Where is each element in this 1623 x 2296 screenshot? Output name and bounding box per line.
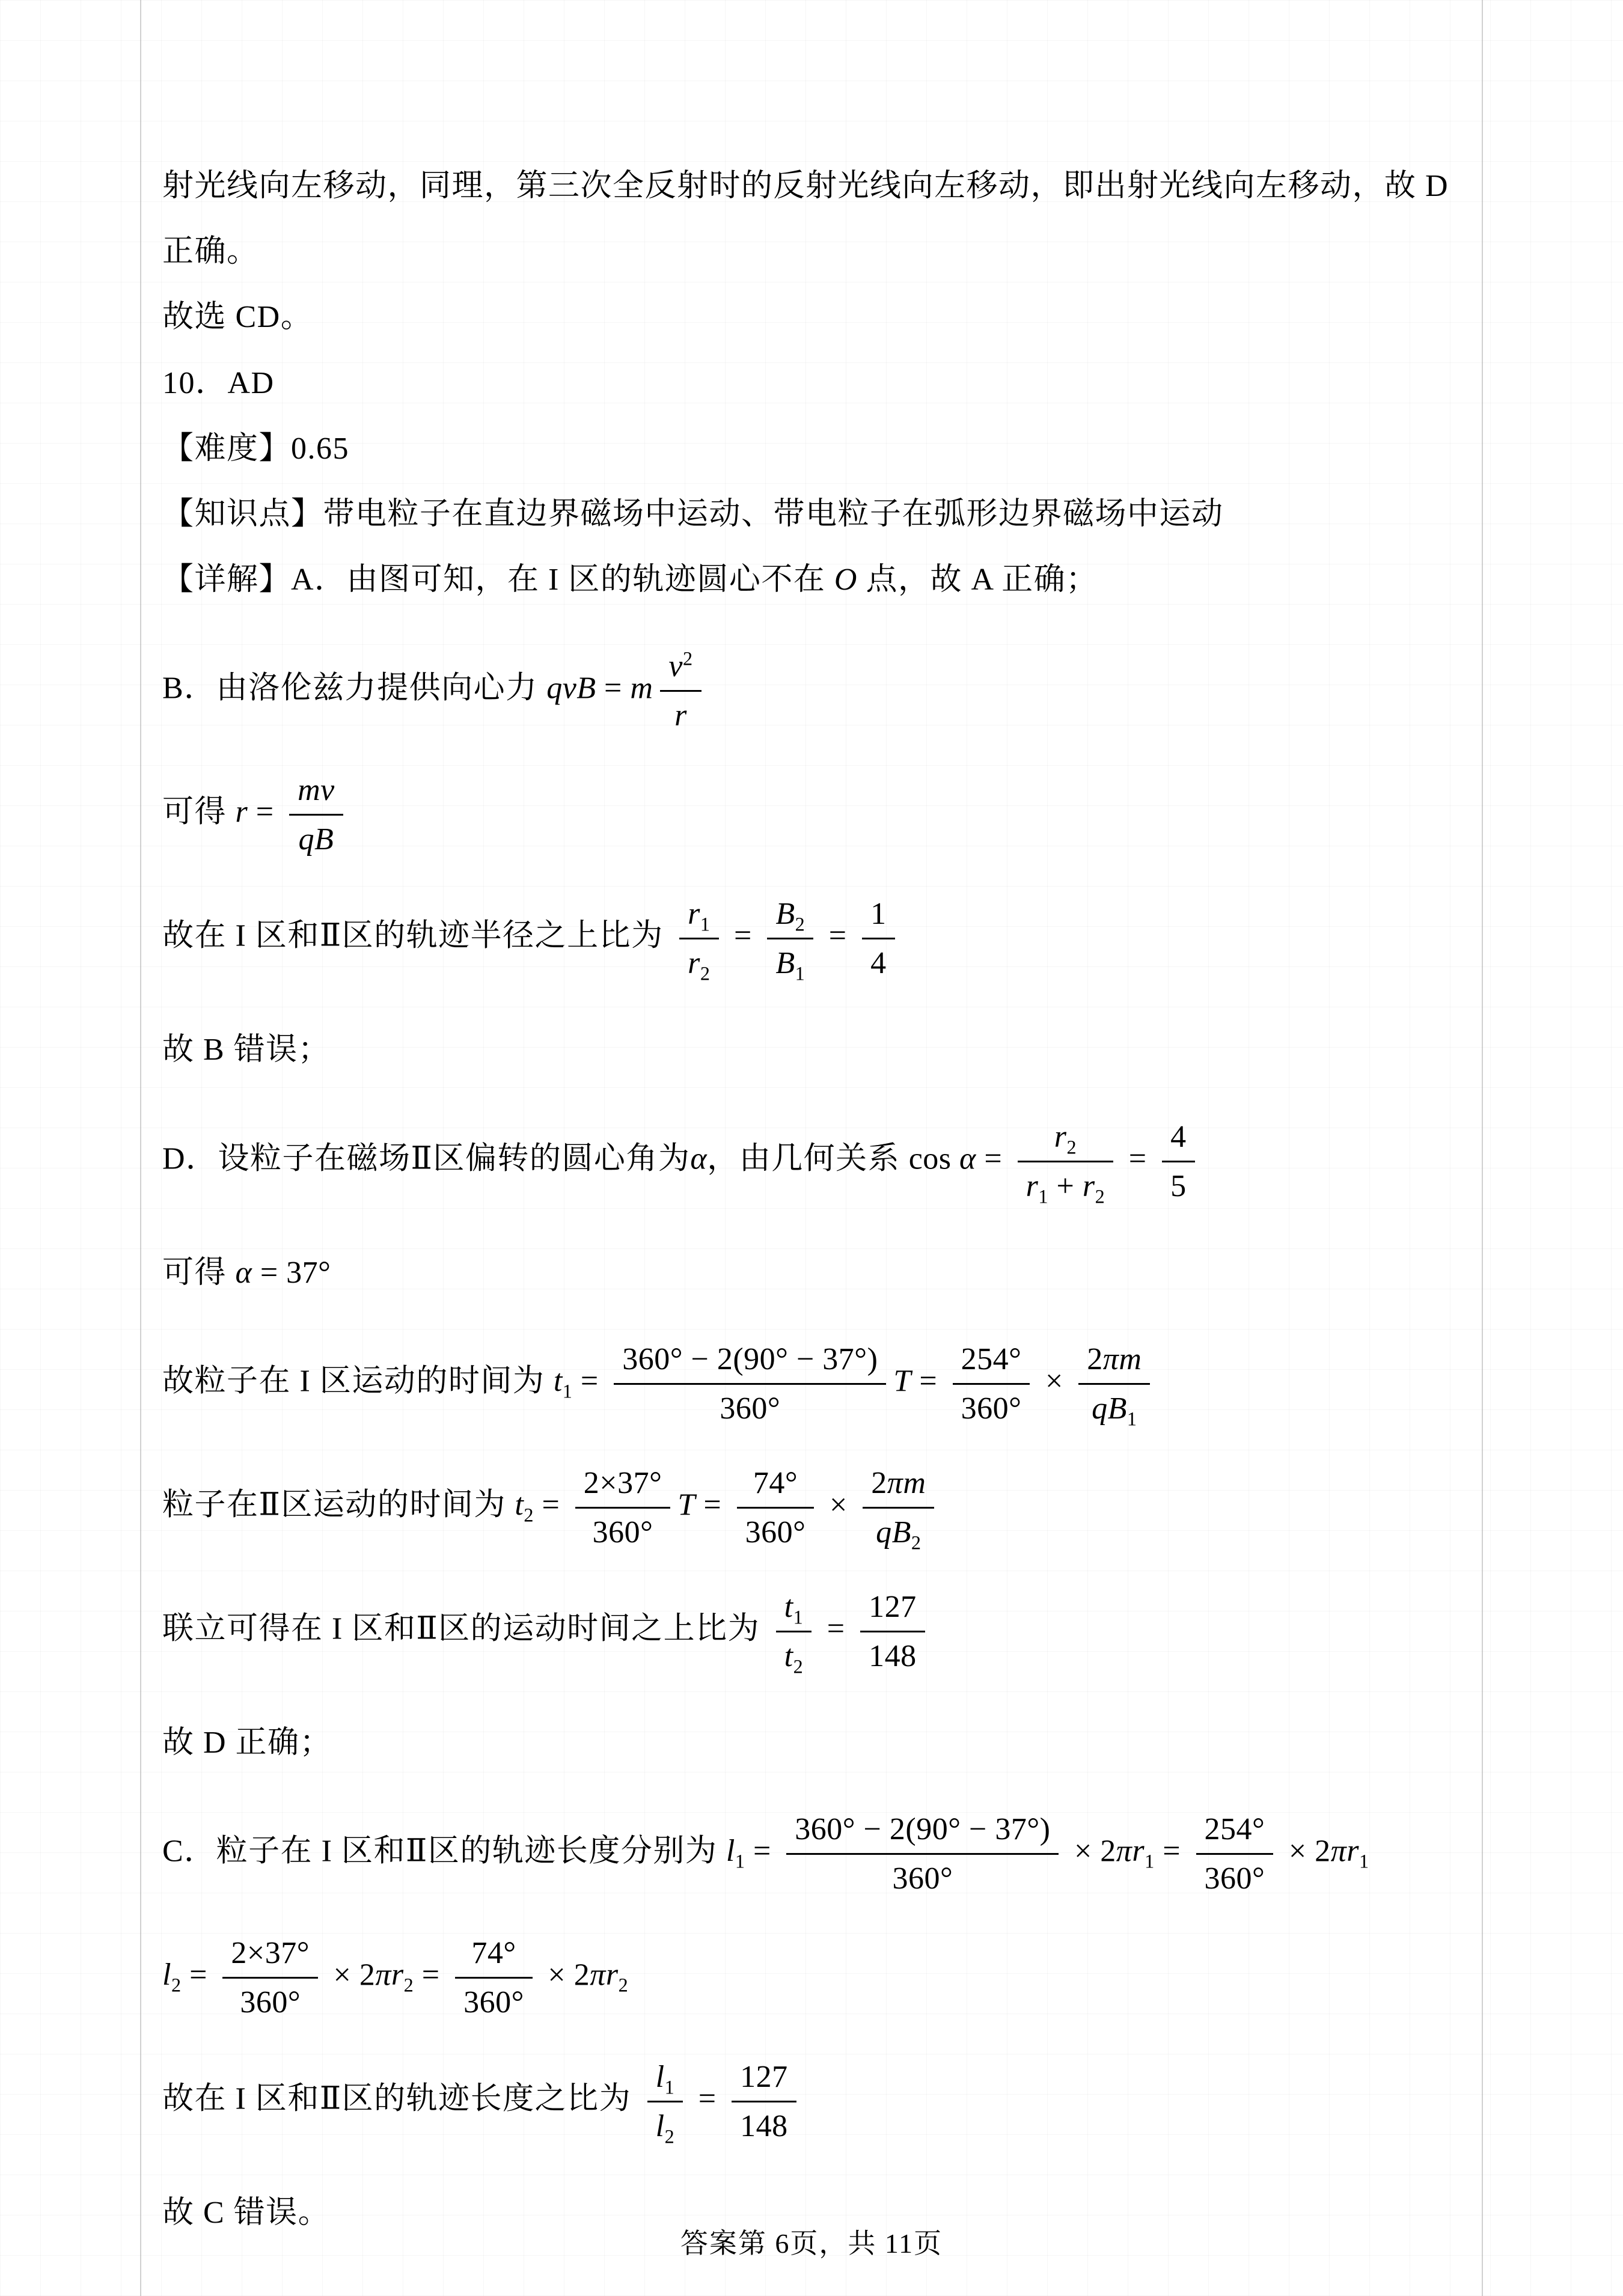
math-variable: q xyxy=(876,1515,892,1549)
math-text: = 37° xyxy=(252,1255,331,1290)
fraction xyxy=(660,646,701,736)
math-text: = xyxy=(414,1958,448,1992)
fraction xyxy=(863,1462,934,1553)
fraction-denominator xyxy=(862,939,895,984)
math-text: 254° xyxy=(961,1342,1022,1376)
paragraph-6 xyxy=(162,481,1479,547)
fraction-denominator xyxy=(863,1509,934,1553)
math-text: 360° xyxy=(892,1861,953,1896)
math-text: 2×37° xyxy=(583,1465,662,1500)
text-run: 故粒子在 I 区运动的时间为 xyxy=(162,1364,554,1399)
fraction-numerator xyxy=(767,893,813,939)
fraction-numerator xyxy=(614,1339,886,1385)
fraction-numerator xyxy=(679,893,718,939)
paragraph-3 xyxy=(162,284,1479,350)
fraction-numerator xyxy=(786,1809,1059,1855)
math-text: × 2 xyxy=(1280,1834,1331,1869)
fraction-denominator xyxy=(732,2102,796,2147)
math-text: = xyxy=(1154,1834,1189,1869)
paragraph-14 xyxy=(162,1339,1479,1429)
fraction-denominator xyxy=(786,1855,1059,1899)
text-run: 故在 I 区和Ⅱ区的轨迹长度之比为 xyxy=(162,2081,640,2116)
fraction xyxy=(614,1339,886,1429)
math-subscripted: $r_1$ xyxy=(1346,1834,1369,1872)
math-text: × 2 xyxy=(325,1958,376,1992)
math-text: 254° xyxy=(1204,1812,1265,1846)
math-subscripted: $l_1$ xyxy=(655,2059,675,2098)
fraction xyxy=(289,769,343,860)
fraction xyxy=(222,1932,318,2023)
paragraph-9 xyxy=(162,769,1479,860)
document-body xyxy=(162,153,1479,2246)
paragraph-10 xyxy=(162,893,1479,984)
fraction xyxy=(1018,1116,1114,1207)
math-subscripted: $t_1$ xyxy=(553,1364,573,1402)
math-text: 2 xyxy=(871,1465,887,1500)
math-subscripted: $r_1$ xyxy=(688,897,711,935)
paragraph-12 xyxy=(162,1116,1479,1207)
math-variable: mv xyxy=(298,773,335,808)
fraction-numerator xyxy=(860,1586,925,1632)
math-text: = xyxy=(695,1488,730,1522)
paragraph-16 xyxy=(162,1586,1479,1677)
math-text: = xyxy=(690,2081,725,2116)
math-text: = xyxy=(726,918,760,953)
page-footer xyxy=(0,2221,1623,2261)
text-run: 【难度】0.65 xyxy=(162,431,350,466)
paragraph-17 xyxy=(162,1710,1479,1775)
paragraph-20 xyxy=(162,2056,1479,2147)
fraction xyxy=(862,893,895,984)
math-subscripted: $r_2$ xyxy=(1082,1168,1105,1207)
math-variable: r xyxy=(674,698,687,733)
math-text: 5 xyxy=(1170,1168,1187,1203)
math-text: 74° xyxy=(753,1465,798,1500)
math-text: × 2 xyxy=(539,1958,590,1992)
text-run: 联立可得在 I 区和Ⅱ区的运动时间之上比为 xyxy=(162,1611,769,1646)
fraction-numerator xyxy=(289,769,343,816)
fraction-denominator xyxy=(222,1979,318,2023)
text-run: 正确。 xyxy=(162,234,259,269)
paragraph-15 xyxy=(162,1462,1479,1553)
page-footer-text: 答案第 6页，共 11页 xyxy=(680,2228,943,2259)
math-text: 360° xyxy=(240,1985,301,2020)
math-text: + xyxy=(1048,1168,1083,1203)
fraction-denominator xyxy=(289,816,343,860)
math-subscripted: $B_1$ xyxy=(775,946,805,985)
fraction-numerator xyxy=(1162,1116,1195,1162)
fraction-numerator xyxy=(1078,1339,1150,1385)
math-text: 360° − 2(90° − 37°) xyxy=(795,1812,1051,1846)
fraction xyxy=(767,893,813,984)
math-text: = xyxy=(248,795,283,829)
math-subscripted: $r_2$ xyxy=(605,1958,629,1996)
fraction-numerator xyxy=(575,1462,671,1509)
fraction-denominator xyxy=(575,1509,671,1553)
math-subscripted: $r_2$ xyxy=(688,946,711,985)
math-subscripted: $B_2$ xyxy=(775,897,805,935)
text-run: 【详解】A．由图可知，在 I 区的轨迹圆心不在 xyxy=(162,563,834,597)
text-run: 故 D 正确； xyxy=(162,1725,332,1760)
fraction xyxy=(575,1462,671,1553)
paragraph-13 xyxy=(162,1240,1479,1305)
math-variable: π xyxy=(1116,1834,1132,1869)
paragraph-4 xyxy=(162,350,1479,416)
math-subscripted: $r_2$ xyxy=(391,1958,414,1996)
fraction-numerator xyxy=(863,1462,934,1509)
fraction xyxy=(786,1809,1059,1899)
fraction-denominator xyxy=(767,939,813,984)
paragraph-19 xyxy=(162,1932,1479,2023)
math-text: cos xyxy=(908,1141,960,1176)
fraction-denominator xyxy=(1162,1162,1195,1207)
math-text: = xyxy=(181,1958,216,1992)
math-text: 360° xyxy=(745,1515,806,1549)
text-run: 故在 I 区和Ⅱ区的轨迹半径之上比为 xyxy=(162,918,673,953)
math-variable: qB xyxy=(298,822,334,857)
page-edge-right xyxy=(1482,0,1483,2296)
math-subscripted: $t_1$ xyxy=(784,1589,804,1628)
math-subscripted: $r_2$ xyxy=(1054,1119,1077,1158)
math-variable: m xyxy=(630,671,653,706)
text-run: 故 C 错误。 xyxy=(162,2195,331,2230)
fraction xyxy=(1078,1339,1150,1429)
math-variable: T xyxy=(677,1488,695,1522)
math-variable: r xyxy=(235,795,248,829)
math-subscripted: $r_1$ xyxy=(1132,1834,1155,1872)
math-text: 2 xyxy=(1087,1342,1103,1376)
fraction xyxy=(647,2056,683,2147)
text-run: 故选 CD。 xyxy=(162,300,313,335)
paragraph-8 xyxy=(162,646,1479,736)
fraction-numerator xyxy=(953,1339,1030,1385)
math-variable: π xyxy=(590,1958,606,1992)
math-text: 360° xyxy=(463,1985,524,2020)
math-variable: q xyxy=(1092,1391,1108,1426)
fraction-denominator xyxy=(1196,1855,1274,1899)
math-text: = xyxy=(572,1364,607,1399)
text-run: D．设粒子在磁场Ⅱ区偏转的圆心角为 xyxy=(162,1141,691,1176)
math-variable: πm xyxy=(1102,1342,1142,1376)
text-run: 10．AD xyxy=(162,365,275,400)
fraction-denominator xyxy=(647,2102,683,2147)
math-text: = xyxy=(1120,1141,1155,1176)
math-variable: qvB xyxy=(546,671,596,706)
page-edge-left xyxy=(140,0,141,2296)
text-run: 可得 xyxy=(162,1255,236,1290)
fraction xyxy=(1162,1116,1195,1207)
math-variable: α xyxy=(959,1141,976,1176)
paragraph-18 xyxy=(162,1809,1479,1899)
fraction xyxy=(860,1586,925,1677)
math-variable: O xyxy=(834,563,857,597)
fraction-denominator xyxy=(737,1509,815,1553)
math-text: 127 xyxy=(869,1589,917,1624)
text-run: 点，故 A 正确； xyxy=(857,563,1098,597)
math-variable: α xyxy=(235,1255,252,1290)
math-subscripted: $t_2$ xyxy=(515,1488,534,1526)
text-run: 粒子在Ⅱ区运动的时间为 xyxy=(162,1488,515,1522)
fraction-denominator xyxy=(776,1632,812,1677)
math-variable: α xyxy=(690,1141,708,1176)
math-subscripted: $r_1$ xyxy=(1025,1168,1049,1207)
text-run: 故 B 错误； xyxy=(162,1033,331,1067)
math-text: = xyxy=(596,671,631,706)
math-text: 360° xyxy=(720,1391,781,1426)
fraction xyxy=(737,1462,815,1553)
fraction-denominator xyxy=(860,1632,925,1677)
paragraph-1 xyxy=(162,153,1479,219)
fraction-numerator xyxy=(660,646,701,692)
fraction-numerator xyxy=(776,1586,812,1632)
math-variable: π xyxy=(375,1958,391,1992)
math-text: 360° − 2(90° − 37°) xyxy=(622,1342,878,1376)
math-subscripted: $t_2$ xyxy=(784,1638,804,1678)
math-text: 4 xyxy=(870,946,887,981)
math-variable: π xyxy=(1330,1834,1347,1869)
math-variable: T xyxy=(893,1364,911,1399)
math-text: × xyxy=(1037,1364,1072,1399)
math-superscripted: $v^2$ xyxy=(668,647,693,684)
fraction xyxy=(953,1339,1030,1429)
math-text: 127 xyxy=(740,2059,788,2094)
math-text: = xyxy=(533,1488,568,1522)
math-subscripted: $l_2$ xyxy=(162,1958,182,1996)
fraction xyxy=(679,893,718,984)
math-text: = xyxy=(821,918,855,953)
text-run: C．粒子在 I 区和Ⅱ区的轨迹长度分别为 xyxy=(162,1834,726,1869)
math-text: 360° xyxy=(1204,1861,1265,1896)
fraction-numerator xyxy=(647,2056,683,2102)
text-run: B．由洛伦兹力提供向心力 xyxy=(162,671,547,706)
math-text: 148 xyxy=(869,1638,917,1673)
math-text: × 2 xyxy=(1066,1834,1116,1869)
fraction-denominator xyxy=(455,1979,533,2023)
math-subscripted: $l_2$ xyxy=(655,2108,675,2148)
paragraph-5 xyxy=(162,416,1479,481)
math-text: 74° xyxy=(471,1935,516,1970)
math-subscripted: $B_1$ xyxy=(1107,1391,1137,1430)
fraction-numerator xyxy=(1018,1116,1114,1162)
math-text: 2×37° xyxy=(231,1935,310,1970)
fraction-numerator xyxy=(222,1932,318,1979)
text-run: ，由几何关系 xyxy=(707,1141,909,1176)
fraction xyxy=(1196,1809,1274,1899)
fraction-denominator xyxy=(1078,1385,1150,1429)
math-text: = xyxy=(819,1611,854,1646)
fraction xyxy=(732,2056,796,2147)
fraction-numerator xyxy=(737,1462,815,1509)
fraction-denominator xyxy=(660,692,701,736)
text-run: 射光线向左移动，同理，第三次全反射时的反射光线向左移动，即出射光线向左移动，故 D xyxy=(162,169,1449,203)
fraction xyxy=(455,1932,533,2023)
math-subscripted: $B_2$ xyxy=(891,1515,922,1554)
math-text: × xyxy=(821,1488,856,1522)
fraction-numerator xyxy=(1196,1809,1274,1855)
math-text: = xyxy=(745,1834,780,1869)
fraction-denominator xyxy=(679,939,718,984)
math-subscripted: $l_1$ xyxy=(726,1834,745,1872)
math-text: = xyxy=(976,1141,1010,1176)
fraction xyxy=(776,1586,812,1677)
math-variable: πm xyxy=(887,1465,926,1500)
math-text: = xyxy=(911,1364,946,1399)
fraction-numerator xyxy=(455,1932,533,1979)
text-run: 可得 xyxy=(162,795,236,829)
fraction-numerator xyxy=(862,893,895,939)
fraction-denominator xyxy=(614,1385,886,1429)
paragraph-11 xyxy=(162,1017,1479,1082)
math-text: 360° xyxy=(961,1391,1022,1426)
fraction-denominator xyxy=(953,1385,1030,1429)
math-text: 360° xyxy=(592,1515,653,1549)
text-run: 【知识点】带电粒子在直边界磁场中运动、带电粒子在弧形边界磁场中运动 xyxy=(162,496,1224,531)
paragraph-7 xyxy=(162,547,1479,612)
fraction-denominator xyxy=(1018,1162,1114,1207)
paragraph-2 xyxy=(162,219,1479,284)
math-text: 148 xyxy=(740,2108,788,2143)
math-text: 4 xyxy=(1170,1119,1187,1154)
fraction-numerator xyxy=(732,2056,796,2102)
math-text: 1 xyxy=(870,897,887,932)
